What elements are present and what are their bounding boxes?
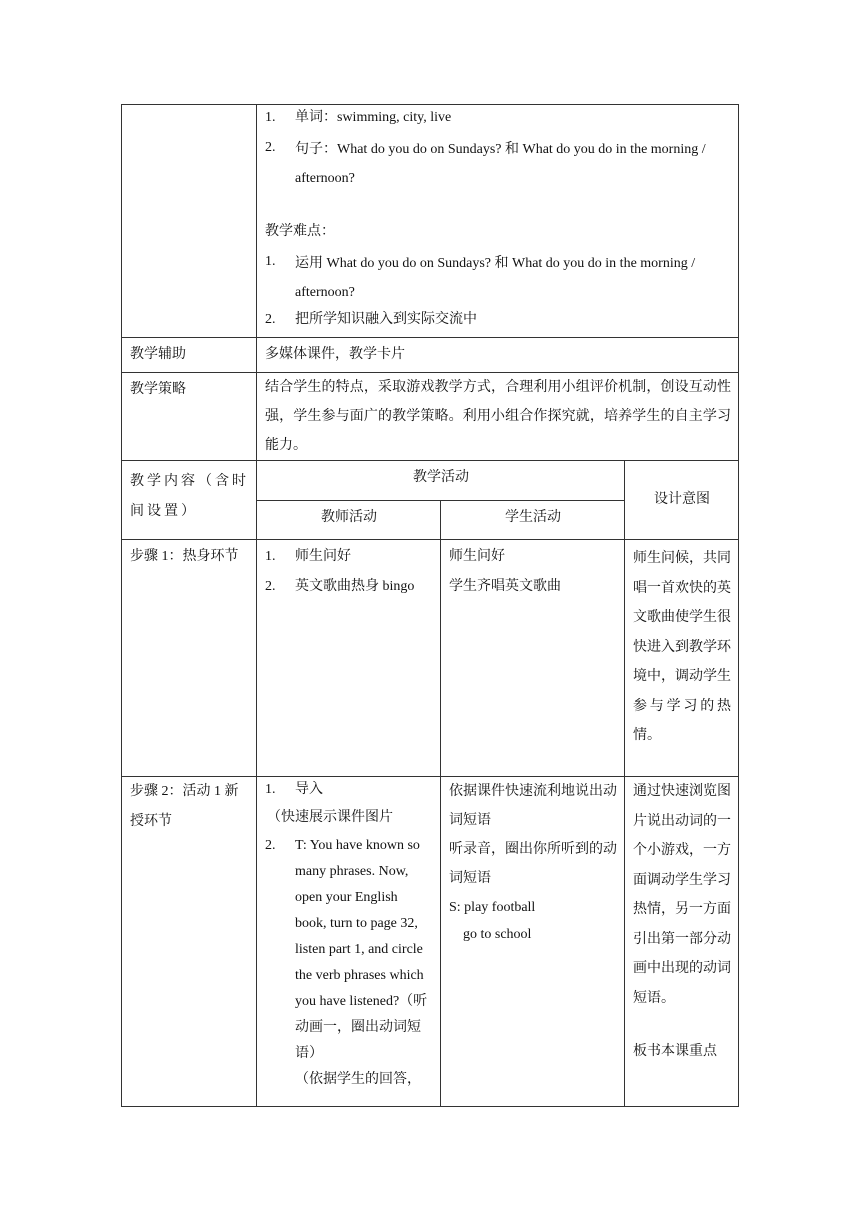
activity-header: 教学活动	[257, 461, 625, 501]
key-point-item: 2. 句子：What do you do on Sundays? 和 What do you do in the morning / afternoon?	[265, 140, 706, 186]
step1-label: 步骤 1：热身环节	[122, 540, 257, 777]
step1-row	[122, 540, 739, 777]
step2-row	[122, 777, 739, 1107]
student-header: 学生活动	[441, 501, 625, 540]
student-line: 师生问好	[449, 549, 505, 564]
step2-intent	[625, 777, 739, 1107]
activity-header-row	[122, 461, 739, 501]
difficulty-heading: 教学难点：	[265, 224, 335, 239]
key-points-label-cell	[122, 105, 257, 338]
aids-label: 教学辅助	[122, 338, 257, 373]
step2-teacher	[257, 777, 441, 1107]
step1-teacher	[257, 540, 441, 777]
step1-intent: 师生问候，共同唱一首欢快的英文歌曲使学生很快进入到教学环境中，调动学生参与学习的热情。	[625, 540, 739, 777]
difficulty-item: 2. 把所学知识融入到实际交流中	[265, 312, 477, 327]
teacher-item: 2. T: You have known so many phrases. Now, open your English book, turn to page 32, listen part 1, and circle the verb phrases which you have listened?（听动画一，圈出动词短语）	[265, 838, 428, 1061]
student-line: S: play football	[449, 900, 536, 915]
teacher-note: （依据学生的回答，	[295, 1072, 421, 1087]
step2-intent-text: 通过快速浏览图片说出动词的一个小游戏，一方面调动学生学习热情，另一方面引出第一部分动画中出现的动词短语。	[633, 784, 731, 1006]
lesson-plan-table	[121, 104, 739, 1107]
step2-student	[441, 777, 625, 1107]
teacher-header: 教师活动	[257, 501, 441, 540]
teacher-item: 1. 师生问好	[265, 549, 351, 564]
key-points-row	[122, 105, 739, 338]
step1-student	[441, 540, 625, 777]
strategy-row	[122, 373, 739, 461]
student-line: 听录音，圈出你所听到的动词短语	[449, 842, 617, 886]
teacher-note: （快速展示课件图片	[267, 810, 393, 825]
teacher-item: 1. 导入	[265, 782, 323, 797]
student-line: 依据课件快速流利地说出动词短语	[449, 784, 617, 828]
content-header: 教学内容（含时间设置）	[122, 461, 257, 540]
student-line: 学生齐唱英文歌曲	[449, 579, 561, 594]
student-line: go to school	[463, 927, 532, 942]
strategy-label: 教学策略	[122, 373, 257, 461]
intent-header: 设计意图	[625, 461, 739, 540]
key-point-item: 1. 单词：swimming, city, live	[265, 110, 452, 125]
key-points-cell	[257, 105, 739, 338]
step2-intent-extra: 板书本课重点	[633, 1044, 717, 1059]
teacher-item: 2. 英文歌曲热身 bingo	[265, 579, 415, 594]
strategy-value: 结合学生的特点，采取游戏教学方式，合理利用小组评价机制，创设互动性强，学生参与面广的教学策略。利用小组合作探究就，培养学生的自主学习能力。	[257, 373, 739, 461]
step2-label: 步骤 2：活动 1 新授环节	[122, 777, 257, 1107]
difficulty-item: 1. 运用 What do you do on Sundays? 和 What do you do in the morning / afternoon?	[265, 254, 696, 300]
aids-value: 多媒体课件，教学卡片	[257, 338, 739, 373]
aids-row	[122, 338, 739, 373]
